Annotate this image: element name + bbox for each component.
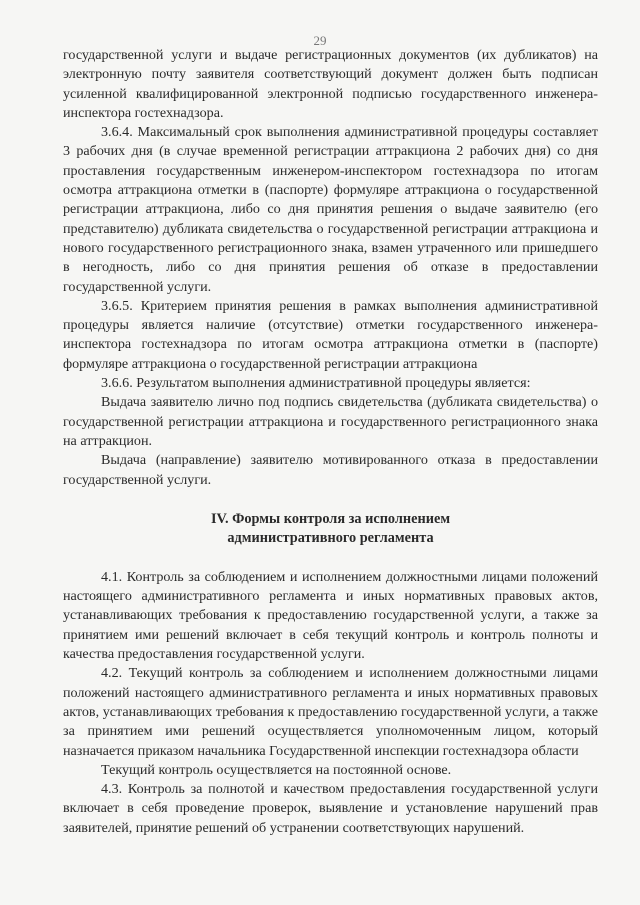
paragraph: Выдача заявителю лично под подпись свидетельства (дубликата свидетельства) о государственной регистрации аттракциона и государственного регистрационного знака на аттракцион. [63,394,598,449]
page-number: 29 [313,33,327,48]
paragraph: 4.3. Контроль за полнотой и качеством предоставления государственной услуги включает в себя проведение проверок, выявление и установление нарушений прав заявителей, принятие решений об устранении соответствующих нарушений. [63,781,598,836]
section-heading-line-1: IV. Формы контроля за исполнением [210,510,451,527]
paragraph: Выдача (направление) заявителю мотивированного отказа в предоставлении государственной услуги. [63,452,598,488]
paragraph: государственной услуги и выдаче регистрационных документов (их дубликатов) на электронную почту заявителя соответствующий документ должен быть подписан усиленной квалифицированной электронной подписью государственного инженера-инспектора гостехнадзора. [63,47,598,121]
document-body [63,46,598,838]
paragraph: 4.1. Контроль за соблюдением и исполнением должностными лицами положений настоящего административного регламента и иных нормативных правовых актов, устанавливающих требования к предоставлению государственной услуги, а также за принятием ими решений включает в себя текущий контроль и контроль полноты и качества предоставления государственной услуги. [63,568,598,663]
paragraph: 3.6.4. Максимальный срок выполнения административной процедуры составляет 3 рабочих дня (в случае временной регистрации аттракциона 2 рабочих дня) со дня проставления государственным инженером-инспектором гостехнадзора по итогам осмотра аттракциона отметки в (паспорте) формуляре аттракциона о государственной регистрации аттракциона, либо со дня принятия решения о выдаче заявителю (его представителю) дубликата свидетельства о государственной регистрации аттракциона и нового государственного регистрационного знака, взамен утраченного или пришедшего в негодность, либо со дня принятия решения об отказе в предоставлении государственной услуги. [63,124,598,295]
section-4-text [63,568,598,838]
paragraph: 4.2. Текущий контроль за соблюдением и исполнением должностными лицами положений настоящего административного регламента и иных нормативных правовых актов, устанавливающих требования к предоставлению государственной услуги, а также за принятием ими решений осуществляется уполномоченным лицом, который назначается приказом начальника Государственной инспекции гостехнадзора области [63,665,598,759]
paragraph: 3.6.5. Критерием принятия решения в рамках выполнения административной процедуры является наличие (отсутствие) отметки государственного инженера-инспектора гостехнадзора по итогам осмотра аттракциона отметки в (паспорте) формуляре аттракциона о государственной регистрации аттракциона [63,297,598,372]
section-heading-line-2: административного регламента [227,529,434,546]
section-heading [63,510,598,548]
paragraph: 3.6.6. Результатом выполнения административной процедуры является: [101,375,531,392]
paragraph: Текущий контроль осуществляется на постоянной основе. [101,761,452,778]
section-3-6-text [63,46,598,490]
